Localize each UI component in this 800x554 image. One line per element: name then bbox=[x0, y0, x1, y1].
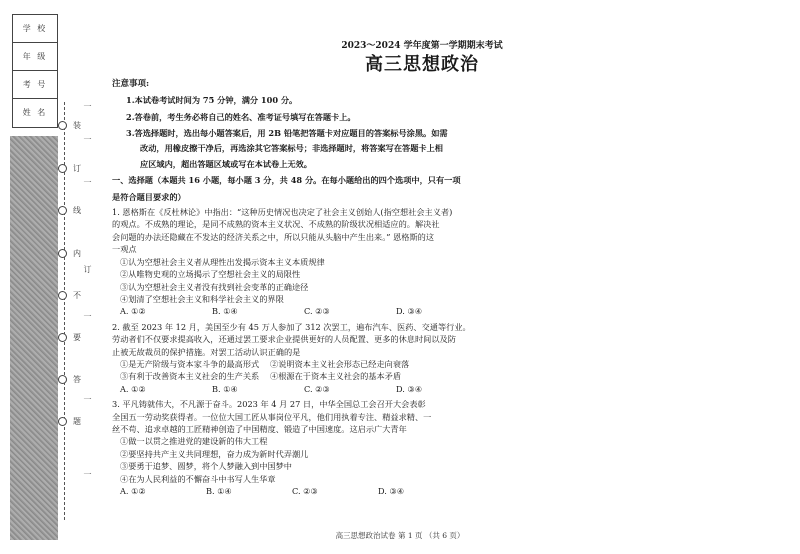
binding-mark: 答 bbox=[58, 374, 88, 385]
question-stem-line: 3. 平凡铸就伟大，不凡源于奋斗。2023 年 4 月 27 日，中华全国总工会召开大会表彰 bbox=[112, 399, 426, 410]
answer-choice: B. ①④ bbox=[206, 486, 232, 496]
answer-choice: C. ②③ bbox=[304, 306, 330, 317]
notice-item: 1.本试卷考试时间为 75 分钟，满分 100 分。 bbox=[126, 95, 298, 106]
answer-choice: D. ③④ bbox=[378, 486, 405, 496]
option-line: ④根源在于资本主义社会的基本矛盾 bbox=[270, 371, 402, 382]
answer-choices bbox=[112, 485, 752, 497]
side-dash: 一 bbox=[83, 470, 92, 478]
binding-mark: 线 bbox=[58, 205, 88, 216]
school-field: 学 校 bbox=[13, 15, 57, 43]
answer-choice: D. ③④ bbox=[396, 383, 423, 394]
exam-paper-content bbox=[112, 40, 752, 497]
answer-choice: A. ①② bbox=[120, 306, 146, 317]
option-line: ②说明资本主义社会形态已经走向衰落 bbox=[270, 358, 410, 369]
option-row bbox=[112, 370, 752, 382]
binding-hole-icon bbox=[58, 375, 67, 384]
binding-hole-icon bbox=[58, 249, 67, 258]
option-line: ③有利于改善资本主义社会的生产关系 bbox=[120, 371, 260, 382]
answer-choice: B. ①④ bbox=[212, 383, 238, 394]
binding-hole-icon bbox=[58, 206, 67, 215]
binding-hole-icon bbox=[58, 164, 67, 173]
answer-choice: A. ①② bbox=[120, 486, 146, 496]
notice-title: 注意事项: bbox=[112, 78, 150, 89]
exam-title: 2023～2024 学年度第一学期期末考试 bbox=[341, 41, 503, 51]
section-heading-cont: 是符合题目要求的） bbox=[112, 191, 186, 202]
answer-choices bbox=[112, 383, 752, 395]
answer-choice: B. ①④ bbox=[212, 306, 238, 317]
option-line: ②要坚持共产主义共同理想，奋力成为新时代弄潮儿 bbox=[120, 448, 309, 459]
binding-mark: 内 bbox=[58, 248, 88, 259]
exam-number-field: 考 号 bbox=[13, 71, 57, 99]
binding-mark: 不 bbox=[58, 290, 88, 301]
scan-shading-strip bbox=[10, 136, 58, 540]
answer-choice: D. ③④ bbox=[396, 306, 423, 317]
question-stem-line: 全国五一劳动奖获得者。一位位大国工匠从事岗位平凡，他们用执着专注、精益求精、一 bbox=[112, 411, 432, 422]
side-dash: 一 bbox=[83, 102, 92, 110]
option-row bbox=[112, 358, 752, 370]
option-line: ③认为空想社会主义者没有找到社会变革的正确途径 bbox=[120, 281, 309, 292]
answer-choice: C. ②③ bbox=[292, 486, 318, 496]
question-stem-line: 丝不苟、追求卓越的工匠精神创造了中国精度、锻造了中国速度。这启示广大青年 bbox=[112, 423, 407, 434]
question-stem-line: 止被无故裁员的保护措施。对罢工活动认识正确的是 bbox=[112, 346, 301, 357]
answer-choice: C. ②③ bbox=[304, 383, 330, 394]
question-3 bbox=[112, 398, 752, 497]
side-dash: 一 bbox=[83, 395, 92, 403]
notice-item: 2.答卷前，考生务必将自己的姓名、准考证号填写在答题卡上。 bbox=[126, 111, 356, 122]
section-heading: 一、选择题（本题共 16 小题，每小题 3 分，共 48 分。在每小题给出的四个选项中，只有一项 bbox=[112, 175, 461, 186]
option-line: ①是无产阶级与资本家斗争的最高形式 bbox=[120, 358, 260, 369]
grade-field: 年 级 bbox=[13, 43, 57, 71]
question-2 bbox=[112, 321, 752, 395]
side-dash: 一 bbox=[83, 178, 92, 186]
answer-choices bbox=[112, 305, 752, 317]
option-line: ④划清了空想社会主义和科学社会主义的界限 bbox=[120, 293, 284, 304]
subject-title: 高三思想政治 bbox=[365, 54, 479, 76]
option-line: ①做一以贯之推进党的建设新的伟大工程 bbox=[120, 436, 268, 447]
binding-hole-icon bbox=[58, 333, 67, 342]
binding-hole-icon bbox=[58, 121, 67, 130]
question-stem-line: 一观点 bbox=[112, 244, 137, 255]
notice-item: 3.答选择题时，选出每小题答案后，用 2B 铅笔把答题卡对应题目的答案标号涂黑。如需 改动，用橡皮擦干净后，再选涂其它答案标号；非选择题时，将答案写在答题卡上相 应区域内，超出答题区域或写在本试卷上无效。 bbox=[126, 128, 448, 169]
side-dash: 一 bbox=[83, 135, 92, 143]
page-footer: 高三思想政治试卷 第 1 页 （共 6 页） bbox=[335, 531, 465, 540]
name-field: 姓 名 bbox=[22, 108, 48, 117]
student-info-box bbox=[12, 14, 58, 128]
side-dash: 订 bbox=[83, 265, 92, 273]
question-stem-line: 会问题的办法还隐藏在不发达的经济关系之中，所以只能从头脑中产生出来。” 恩格斯的这 bbox=[112, 231, 435, 242]
option-line: ①认为空想社会主义者从理性出发揭示资本主义本质规律 bbox=[120, 256, 325, 267]
binding-mark: 题 bbox=[58, 416, 88, 427]
option-line: ④在为人民利益的不懈奋斗中书写人生华章 bbox=[120, 473, 276, 484]
option-line: ③要勇于追梦、圆梦，将个人梦融入到中国梦中 bbox=[120, 461, 292, 472]
question-stem-line: 的观点。不成熟的理论，是同不成熟的资本主义状况、不成熟的阶级状况相适应的。解决社 bbox=[112, 219, 440, 230]
question-stem-line: 劳动者们不仅要求提高收入，还通过罢工要求企业提供更好的人员配置、更多的休息时间以及防 bbox=[112, 334, 456, 345]
answer-choice: A. ①② bbox=[120, 383, 146, 394]
binding-hole-icon bbox=[58, 417, 67, 426]
binding-mark: 装 bbox=[58, 120, 88, 131]
option-line: ②从唯物史观的立场揭示了空想社会主义的局限性 bbox=[120, 269, 301, 280]
binding-mark: 订 bbox=[58, 163, 88, 174]
question-stem-line: 2. 截至 2023 年 12 月，美国至少有 45 万人参加了 312 次罢工，遍布汽车、医药、交通等行业。 bbox=[112, 321, 471, 332]
side-dash: 一 bbox=[83, 312, 92, 320]
question-stem-line: 1. 恩格斯在《反杜林论》中指出：“这种历史情况也决定了社会主义创始人(指空想社会主义者) bbox=[112, 207, 453, 218]
binding-mark: 要 bbox=[58, 332, 88, 343]
binding-hole-icon bbox=[58, 291, 67, 300]
question-1 bbox=[112, 206, 752, 318]
